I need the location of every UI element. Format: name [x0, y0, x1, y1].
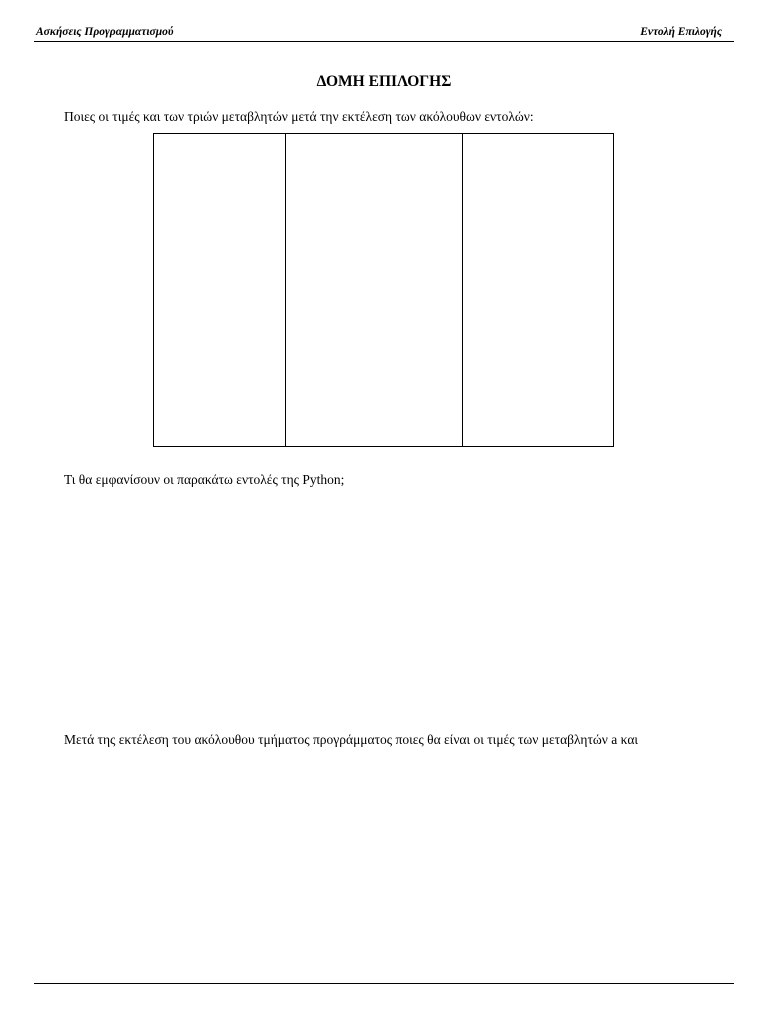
question-2: Τι θα εμφανίσουν οι παρακάτω εντολές της Python;: [64, 472, 345, 487]
answer-column-3: [463, 134, 613, 446]
answer-column-2: [286, 134, 463, 446]
page-title: ΔΟΜΗ ΕΠΙΛΟΓΗΣ: [316, 73, 452, 90]
question-3: Μετά της εκτέλεση του ακόλουθου τμήματος προγράμματος ποιες θα είναι οι τιμές των μεταβλητών a και: [64, 732, 639, 747]
answer-column-1: [154, 134, 286, 446]
header-right-title: Εντολή Επιλογής: [640, 26, 722, 38]
header-left-title: Ασκήσεις Προγραμματισμού: [36, 26, 174, 38]
answer-table: [153, 133, 614, 447]
footer-rule: [34, 983, 734, 984]
header-rule: [34, 41, 734, 42]
question-1: Ποιες οι τιμές και των τριών μεταβλητών μετά την εκτέλεση των ακόλουθων εντολών:: [64, 109, 534, 124]
